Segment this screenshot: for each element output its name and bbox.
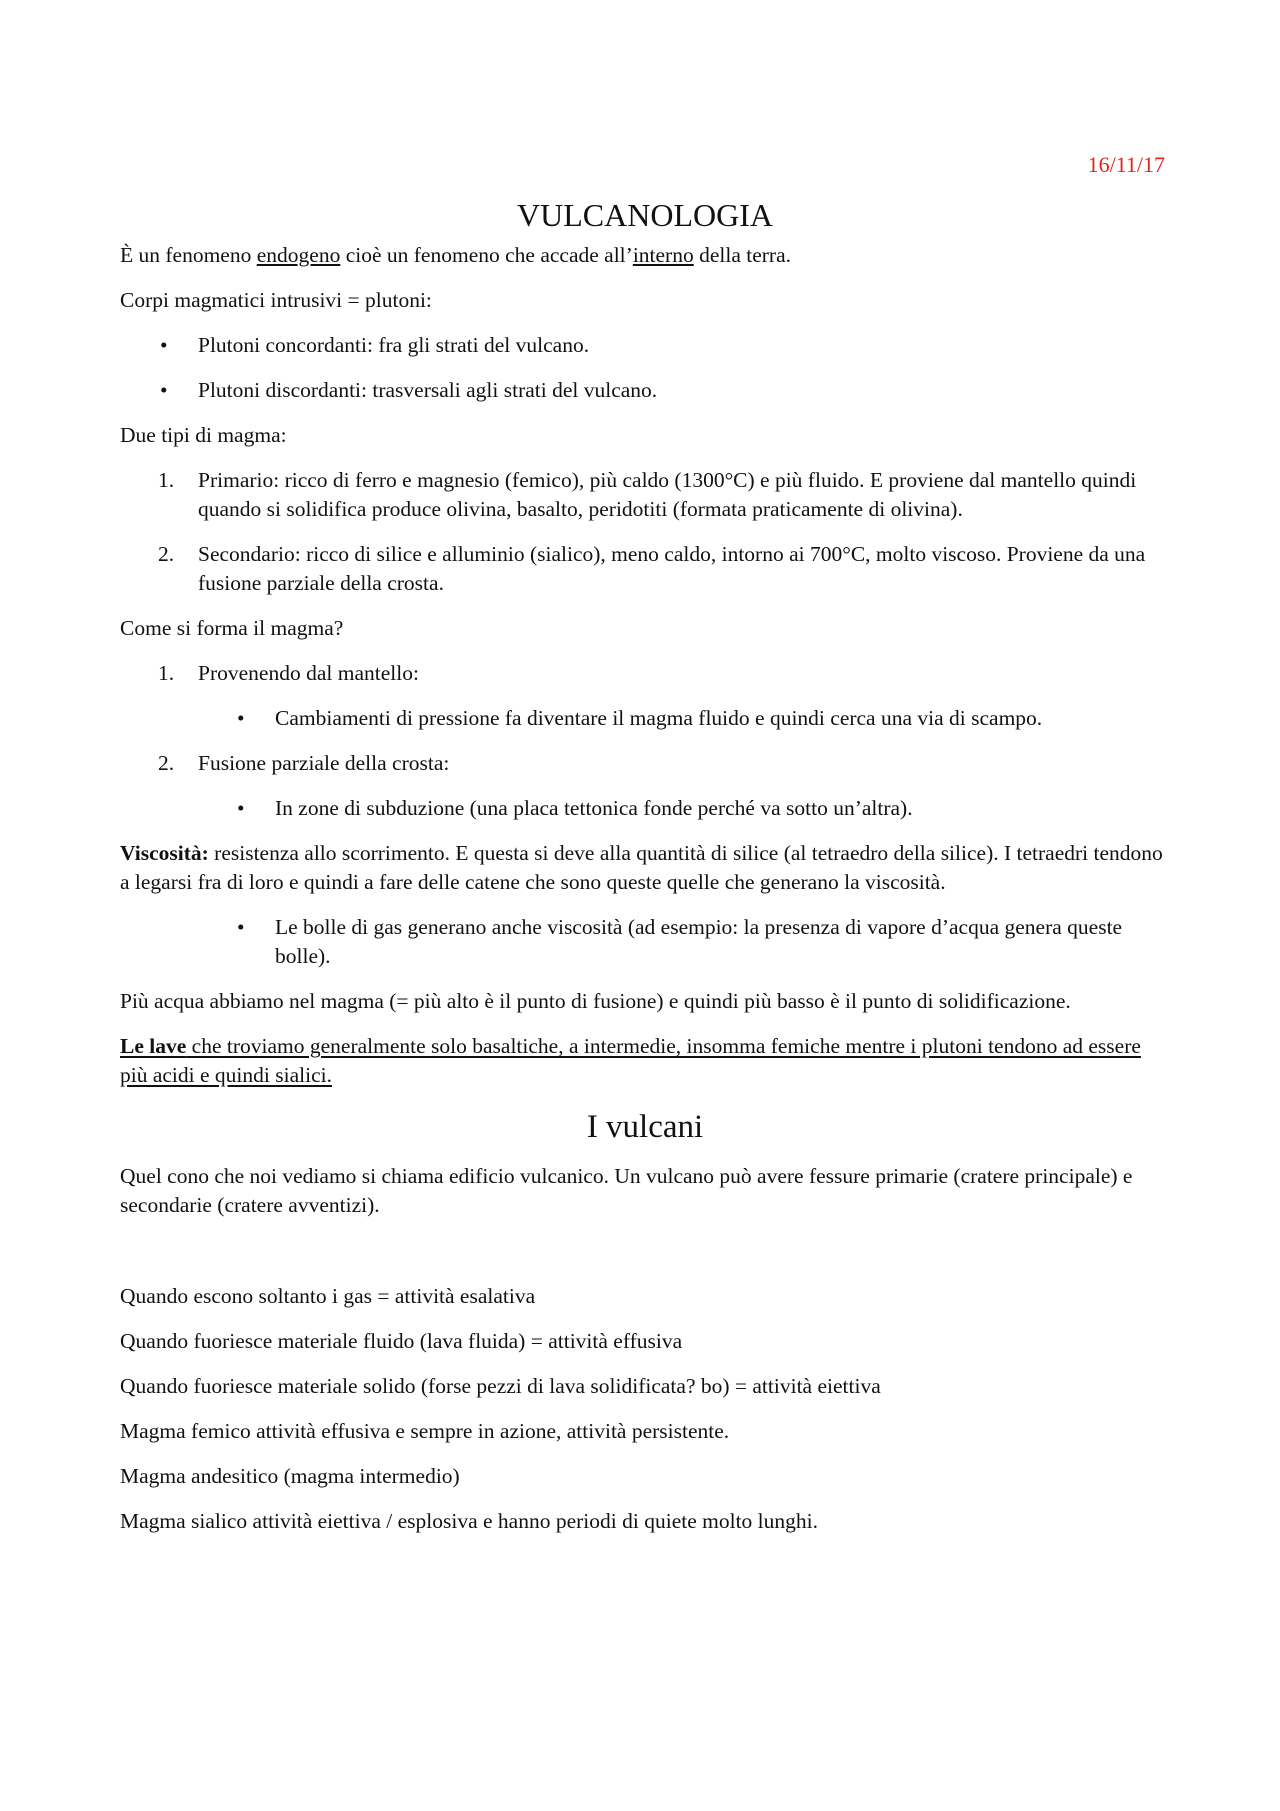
sub-list-item: • Le bolle di gas generano anche viscosità (ad esempio: la presenza di vapore d’acqua genera queste bolle).	[237, 915, 1123, 968]
list-item: • Plutoni concordanti: fra gli strati del vulcano.	[120, 331, 1170, 360]
list-item: • Plutoni discordanti: trasversali agli strati del vulcano.	[120, 376, 1170, 405]
plutoni-heading: Corpi magmatici intrusivi = plutoni:	[120, 288, 432, 312]
activity-line: Quando fuoriesce materiale solido (forse pezzi di lava solidificata? bo) = attività eiettiva	[120, 1374, 881, 1398]
lava-label: Le lave	[120, 1034, 187, 1058]
bullet: •	[160, 378, 168, 402]
activity-line: Magma sialico attività eiettiva / esplosiva e hanno periodi di quiete molto lunghi.	[120, 1509, 818, 1533]
underlined-endogeno: endogeno	[256, 243, 341, 267]
plutoni-list	[120, 331, 1170, 405]
sub-list-item: • In zone di subduzione (una placa tettonica fonde perché va sotto un’altra).	[120, 794, 1170, 823]
formation-heading: Come si forma il magma?	[120, 616, 344, 640]
spacer	[120, 1236, 1170, 1282]
magma-types-list	[120, 466, 1170, 598]
viscosity-list	[120, 913, 1170, 971]
list-item: 1. Primario: ricco di ferro e magnesio (femico), più caldo (1300°C) e più fluido. E proviene dal mantello quindi quando si solidifica produce olivina, basalto, peridotiti (formata praticamente di olivina).	[158, 468, 1137, 521]
activity-line: Magma andesitico (magma intermedio)	[120, 1464, 460, 1488]
list-item: 1. Provenendo dal mantello:	[158, 661, 419, 685]
intro-paragraph: È un fenomeno endogeno cioè un fenomeno che accade all’interno della terra.	[120, 243, 792, 267]
activity-line: Magma femico attività effusiva e sempre in azione, attività persistente.	[120, 1419, 730, 1443]
viscosity-paragraph: Viscosità: resistenza allo scorrimento. E questa si deve alla quantità di silice (al tetraedro della silice). I tetraedri tendono a legarsi fra di loro e quindi a fare delle catene che sono queste quelle che generano la viscosità.	[120, 841, 1163, 894]
activity-line: Quando fuoriesce materiale fluido (lava fluida) = attività effusiva	[120, 1329, 683, 1353]
magma-types-heading: Due tipi di magma:	[120, 423, 287, 447]
sub-list-item: • Cambiamenti di pressione fa diventare il magma fluido e quindi cerca una via di scampo.	[120, 704, 1170, 733]
lava-paragraph: Le lave che troviamo generalmente solo basaltiche, a intermedie, insomma femiche mentre i plutoni tendono ad essere più acidi e quindi sialici.	[120, 1034, 1141, 1087]
underlined-interno: interno	[632, 243, 694, 267]
viscosity-label: Viscosità:	[120, 841, 209, 865]
bullet: •	[237, 706, 245, 730]
bullet: •	[237, 915, 245, 939]
activity-line: Quando escono soltanto i gas = attività esalativa	[120, 1284, 536, 1308]
section-title: I vulcani	[586, 1109, 704, 1145]
volcano-intro: Quel cono che noi vediamo si chiama edificio vulcanico. Un vulcano può avere fessure primarie (cratere principale) e secondarie (cratere avventizi).	[120, 1164, 1133, 1217]
formation-list	[120, 659, 1170, 823]
list-item: 2. Secondario: ricco di silice e alluminio (sialico), meno caldo, intorno ai 700°C, molto viscoso. Proviene da una fusione parziale della crosta.	[158, 542, 1146, 595]
water-paragraph: Più acqua abbiamo nel magma (= più alto è il punto di fusione) e quindi più basso è il punto di solidificazione.	[120, 989, 1071, 1013]
page-title: VULCANOLOGIA	[517, 197, 773, 233]
date: 16/11/17	[1087, 152, 1165, 177]
list-item: 2. Fusione parziale della crosta:	[158, 751, 450, 775]
document-body	[120, 150, 1170, 1552]
bullet: •	[237, 796, 245, 820]
bullet: •	[160, 333, 168, 357]
